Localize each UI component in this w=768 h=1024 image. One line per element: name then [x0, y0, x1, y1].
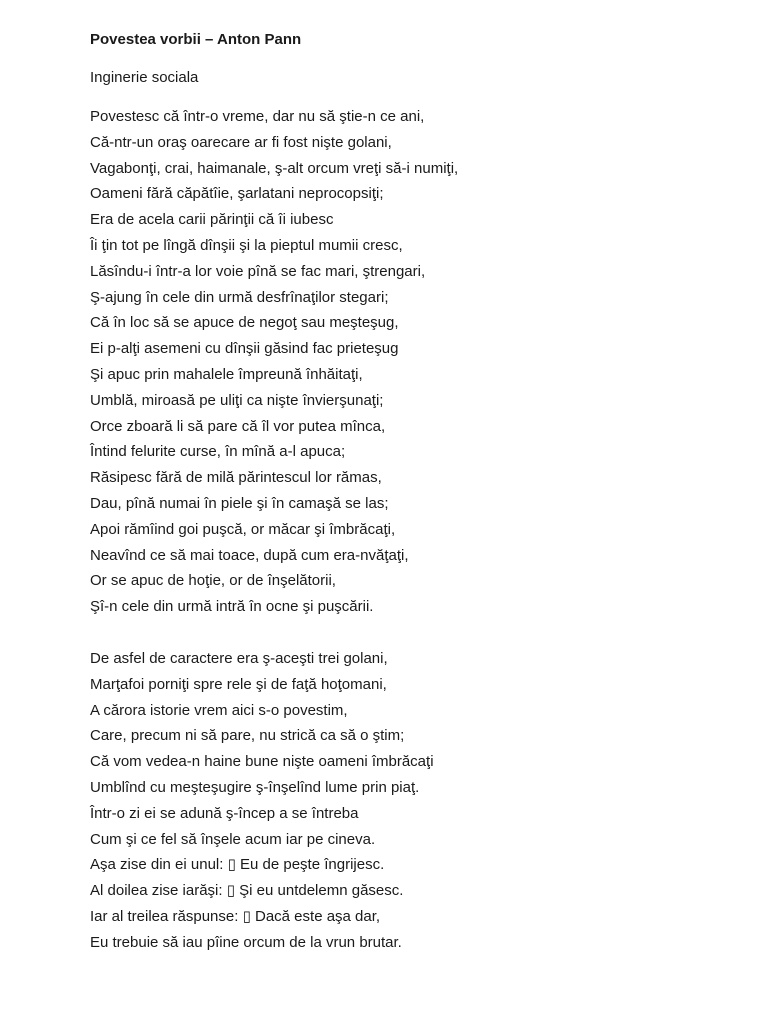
poem-line: Iar al treilea răspunse: ▯ Dacă este aşa dar, [90, 907, 381, 925]
poem-line: Orce zboară li să pare că îl vor putea mînca, [90, 417, 386, 435]
poem-line: Cum şi ce fel să înşele acum iar pe cineva. [90, 830, 376, 848]
poem-line: Ei p-alţi asemeni cu dînşii găsind fac prieteşug [90, 340, 399, 358]
poem-line: A cărora istorie vrem aici s-o povestim, [90, 701, 348, 719]
poem-line: Oameni fără căpătîie, şarlatani neprocopsiţi; [90, 185, 384, 203]
document-subtitle: Inginerie sociala [90, 69, 199, 86]
document-title: Povestea vorbii – Anton Pann [90, 31, 302, 48]
poem-line: Vagabonţi, crai, haimanale, ş-alt orcum vreţi să-i numiţi, [90, 159, 459, 177]
poem-line: Era de acela carii părinţii că îi iubesc [90, 211, 334, 229]
poem-line: Povestesc că într-o vreme, dar nu să ştie-n ce ani, [90, 108, 425, 125]
poem-line: Umblînd cu meşteşugire ş-înşelînd lume prin piaţ. [90, 778, 420, 796]
poem-line: Dau, pînă numai în piele şi în camaşă se las; [90, 494, 389, 512]
document-page [90, 30, 730, 956]
poem-line: Lăsîndu-i într-a lor voie pînă se fac mari, ştrengari, [90, 262, 426, 280]
poem-line: Eu trebuie să iau pîine orcum de la vrun brutar. [90, 933, 402, 951]
poem-line: Într-o zi ei se adună ş-încep a se întreba [90, 804, 359, 822]
poem-line: Umblă, miroasă pe uliţi ca nişte învierşunaţi; [90, 391, 384, 409]
poem-line: Neavînd ce să mai toace, după cum era-nvăţaţi, [90, 546, 409, 564]
poem-line: Răsipesc fără de milă părintescul lor rămas, [90, 469, 382, 487]
poem-line: Ş-ajung în cele din urmă desfrînaţilor stegari; [90, 288, 389, 306]
poem-line: Întind felurite curse, în mînă a-l apuca; [90, 443, 346, 461]
poem-line: Apoi rămîind goi puşcă, or măcar şi îmbrăcaţi, [90, 520, 396, 538]
poem-line: Al doilea zise iarăşi: ▯ Şi eu untdelemn găsesc. [90, 882, 404, 900]
poem-line: Că-ntr-un oraş oarecare ar fi fost nişte golani, [90, 133, 392, 151]
poem-line: Şî-n cele din urmă intră în ocne şi puşcării. [90, 598, 374, 616]
poem-line: Marţafoi porniţi spre rele şi de faţă hoţomani, [90, 675, 387, 693]
poem-line: Or se apuc de hoţie, or de înşelătorii, [90, 572, 336, 590]
poem-line: Îi ţin tot pe lîngă dînşii şi la pieptul mumii cresc, [90, 236, 403, 254]
poem-line: De asfel de caractere era ş-aceşti trei golani, [90, 649, 388, 667]
poem-stanza-2 [90, 646, 730, 956]
poem-line: Că în loc să se apuce de negoţ sau meşteşug, [90, 314, 399, 332]
poem-line: Şi apuc prin mahalele împreună înhăitaţi, [90, 365, 363, 383]
poem-line: Aşa zise din ei unul: ▯ Eu de peşte îngrijesc. [90, 856, 385, 874]
poem-line: Care, precum ni să pare, nu strică ca să o ştim; [90, 727, 405, 745]
poem-stanza-1 [90, 104, 730, 620]
poem-line: Că vom vedea-n haine bune nişte oameni îmbrăcaţi [90, 753, 434, 771]
